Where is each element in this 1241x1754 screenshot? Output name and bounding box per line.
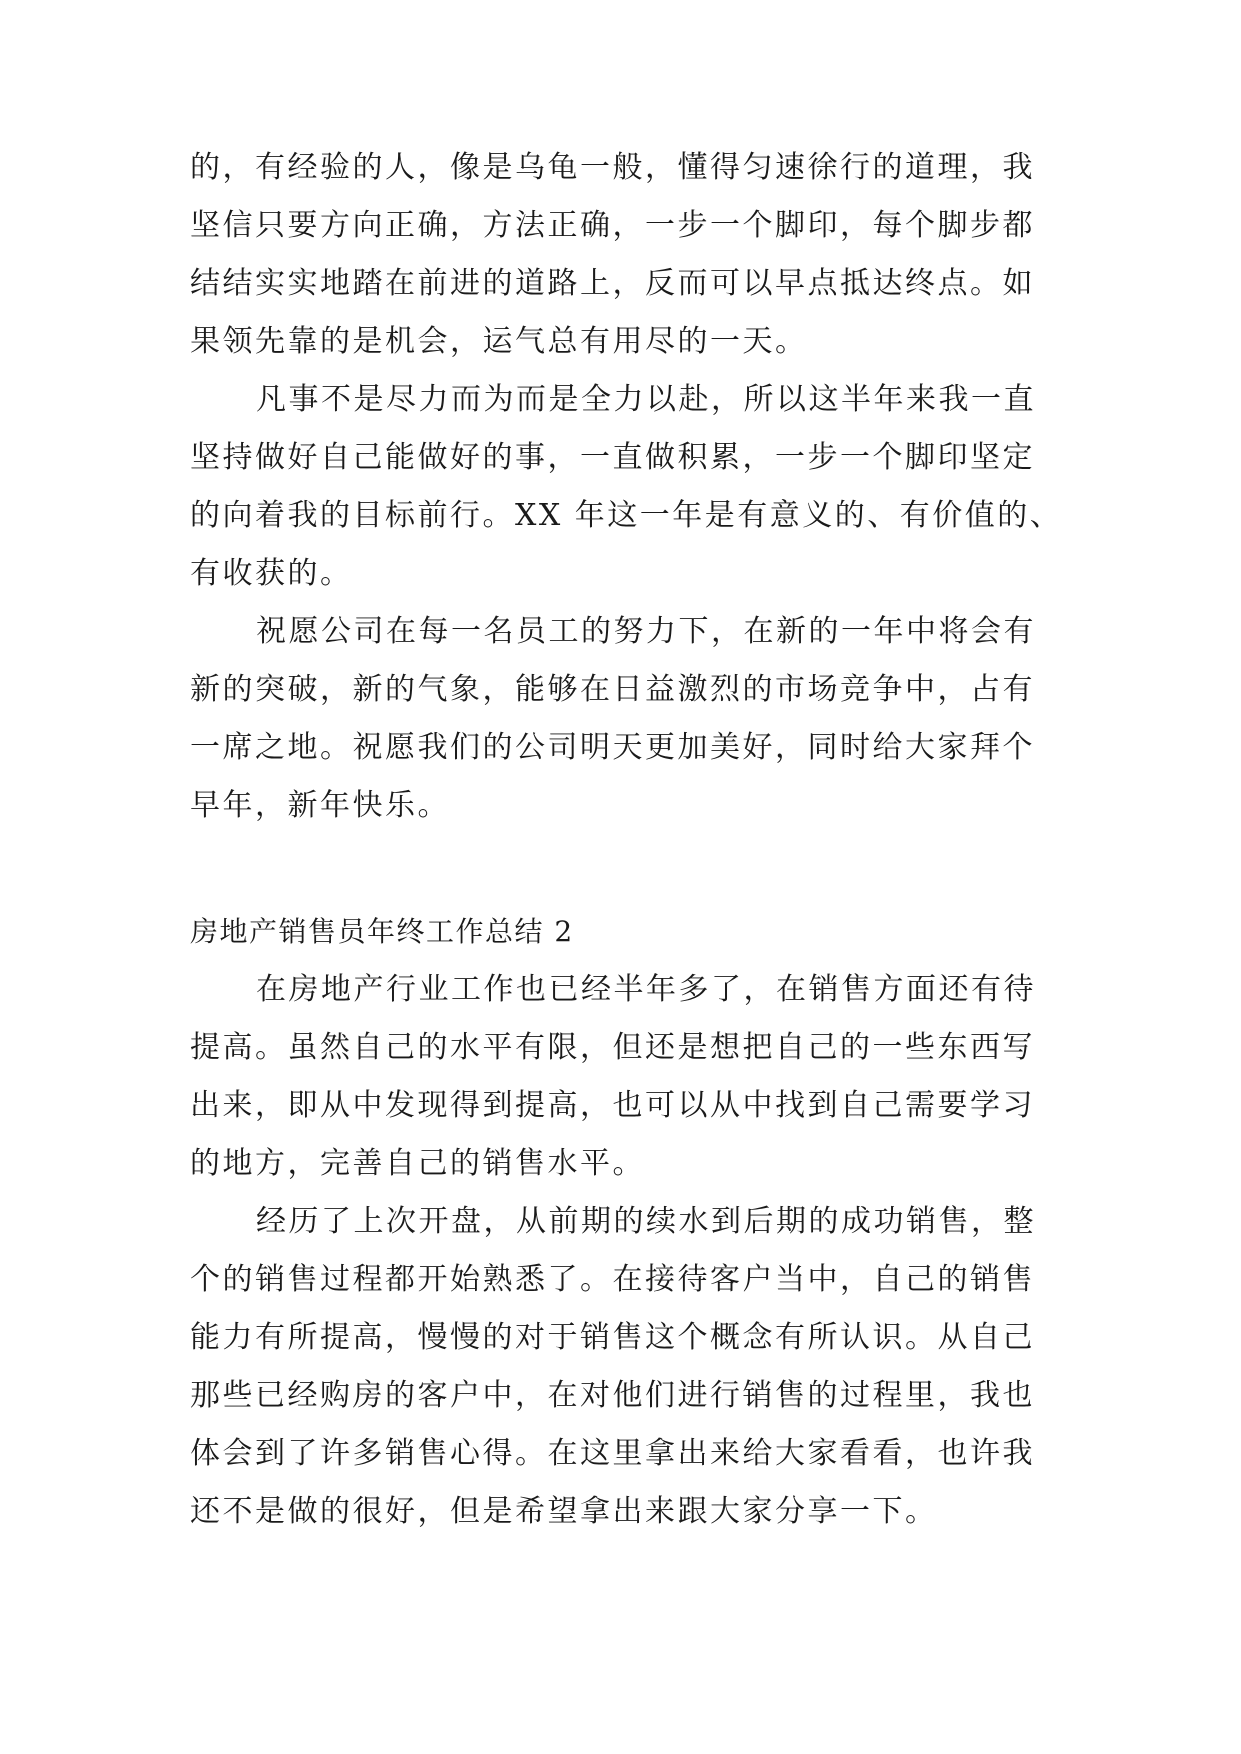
text-line: 个的销售过程都开始熟悉了。在接待客户当中，自己的销售 (190, 1262, 1035, 1297)
text-line: 新的突破，新的气象，能够在日益激烈的市场竞争中，占有 (190, 672, 1035, 707)
text-line: 经历了上次开盘，从前期的续水到后期的成功销售，整 (256, 1204, 1036, 1239)
text-line: 体会到了许多销售心得。在这里拿出来给大家看看，也许我 (190, 1436, 1035, 1471)
text-line: 结结实实地踏在前进的道路上，反而可以早点抵达终点。如 (190, 266, 1035, 301)
paragraph-1 (190, 139, 1070, 371)
paragraph-4 (190, 961, 1070, 1193)
paragraph-2 (190, 371, 1070, 603)
text-line: 的，有经验的人，像是乌龟一般，懂得匀速徐行的道理，我 (190, 150, 1035, 185)
text-line: 坚持做好自己能做好的事，一直做积累，一步一个脚印坚定 (190, 440, 1035, 475)
text-line: 一席之地。祝愿我们的公司明天更加美好，同时给大家拜个 (190, 730, 1035, 765)
text-line: 的向着我的目标前行。XX 年这一年是有意义的、有价值的、 (190, 498, 1063, 533)
section2-heading: 房地产销售员年终工作总结 2 (190, 915, 574, 948)
text-line: 坚信只要方向正确，方法正确，一步一个脚印，每个脚步都 (190, 208, 1035, 243)
text-line: 早年，新年快乐。 (190, 788, 450, 823)
text-line: 果领先靠的是机会，运气总有用尽的一天。 (190, 324, 808, 359)
text-line: 那些已经购房的客户中，在对他们进行销售的过程里，我也 (190, 1378, 1035, 1413)
text-line: 能力有所提高，慢慢的对于销售这个概念有所认识。从自己 (190, 1320, 1035, 1355)
paragraph-5 (190, 1193, 1070, 1541)
text-line: 出来，即从中发现得到提高，也可以从中找到自己需要学习 (190, 1088, 1035, 1123)
text-line: 祝愿公司在每一名员工的努力下，在新的一年中将会有 (256, 614, 1036, 649)
paragraph-3 (190, 603, 1070, 835)
section1-body (190, 139, 1070, 835)
section2-body (190, 961, 1070, 1541)
text-line: 提高。虽然自己的水平有限，但还是想把自己的一些东西写 (190, 1030, 1035, 1065)
text-line: 还不是做的很好，但是希望拿出来跟大家分享一下。 (190, 1494, 938, 1529)
text-line: 的地方，完善自己的销售水平。 (190, 1146, 645, 1181)
text-line: 凡事不是尽力而为而是全力以赴，所以这半年来我一直 (256, 382, 1036, 417)
text-line: 在房地产行业工作也已经半年多了，在销售方面还有待 (256, 972, 1036, 1007)
text-line: 有收获的。 (190, 556, 353, 591)
